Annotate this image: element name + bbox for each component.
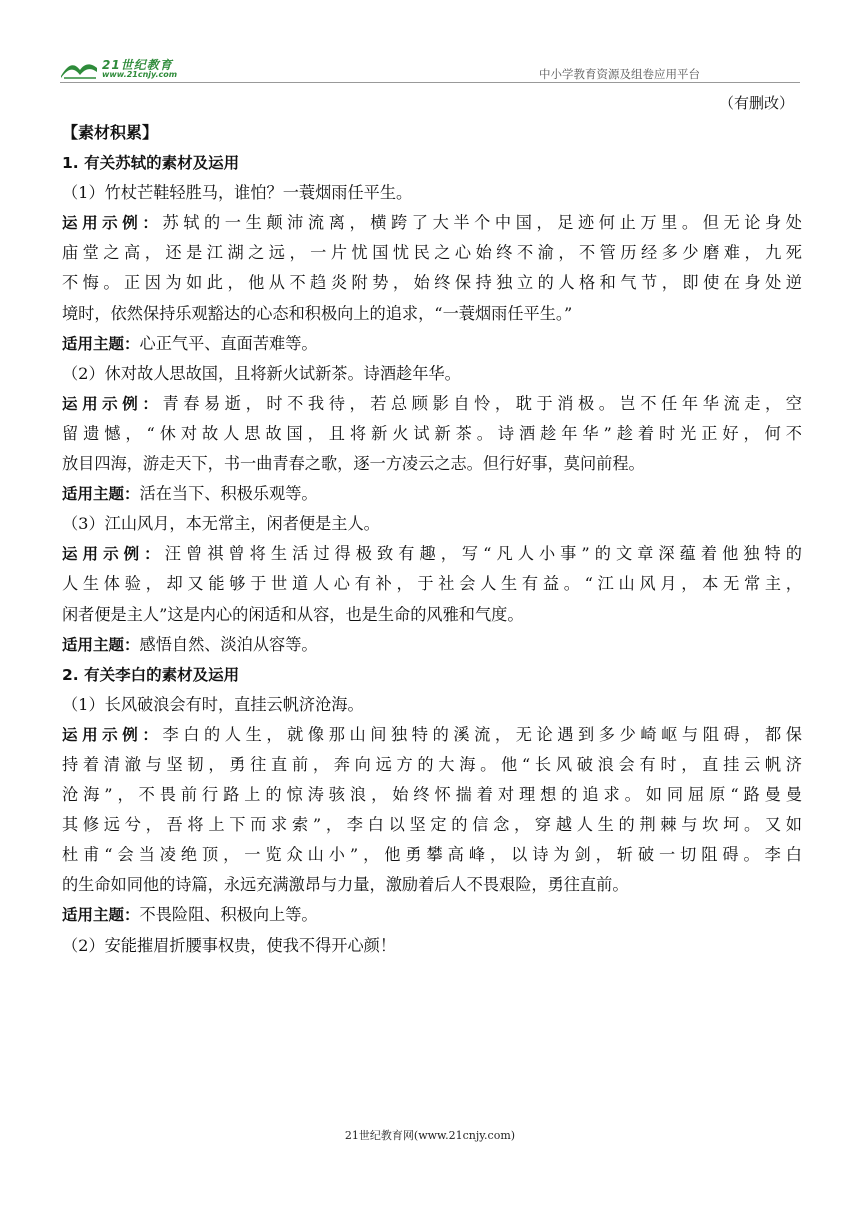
document-body: [62, 118, 802, 961]
example-text: 青春易逝，时不我待，若总顾影自怜，耽于消极。岂不任年华流走，空: [162, 393, 802, 413]
logo: [60, 56, 220, 82]
quote-line: （2）休对故人思故国，且将新火试新茶。诗酒趁年华。: [62, 363, 461, 383]
theme-text: 不畏险阻、积极向上等。: [139, 905, 318, 925]
example-label: 运用示例：: [62, 725, 163, 744]
logo-title: 21世纪教育: [102, 58, 173, 72]
page-footer: 21世纪教育网(www.21cnjy.com): [344, 1129, 516, 1142]
example-line: 人生体验，却又能够于世道人心有补，于社会人生有益。“江山风月，本无常主，: [62, 574, 802, 594]
example-line: 杜甫“会当凌绝顶，一览众山小”，他勇攀高峰，以诗为剑，斩破一切阻碍。李白: [62, 845, 802, 865]
theme-line: [62, 630, 802, 660]
example-label: 运用示例：: [62, 394, 163, 413]
theme-label: 适用主题：: [62, 485, 140, 504]
theme-label: 适用主题：: [62, 635, 140, 654]
group-heading: 1. 有关苏轼的素材及运用: [62, 154, 240, 173]
logo-url: www.21cnjy.com: [102, 70, 178, 79]
example-line: 的生命如同他的诗篇，永远充满激昂与力量，激励着后人不畏艰险，勇往直前。: [62, 875, 629, 895]
theme-line: [62, 479, 802, 509]
example-label: 运用示例：: [62, 214, 163, 233]
example-line: [62, 389, 802, 419]
revision-note: （有删改）: [718, 94, 794, 112]
quote-line: （1）长风破浪会有时，直挂云帆济沧海。: [62, 694, 364, 714]
theme-text: 感悟自然、淡泊从容等。: [139, 634, 318, 654]
example-line: 境时，依然保持乐观豁达的心态和积极向上的追求，“一蓑烟雨任平生。”: [62, 303, 573, 323]
header-divider: [60, 82, 800, 83]
group-heading: 2. 有关李白的素材及运用: [62, 665, 240, 684]
example-line: 持着清澈与坚韧，勇往直前，奔向远方的大海。他“长风破浪会有时，直挂云帆济: [62, 754, 802, 774]
quote-line: （3）江山风月，本无常主，闲者便是主人。: [62, 514, 380, 534]
theme-line: [62, 900, 802, 930]
theme-line: [62, 329, 802, 359]
example-text: 汪曾祺曾将生活过得极致有趣，写“凡人小事”的文章深蕴着他独特的: [164, 544, 802, 564]
example-line: 留遗憾，“休对故人思故国，且将新火试新茶。诗酒趁年华”趁着时光正好，何不: [62, 423, 802, 443]
example-label: 运用示例：: [62, 545, 165, 564]
logo-mountain-icon: [60, 56, 98, 80]
theme-label: 适用主题：: [62, 334, 140, 353]
example-line: [62, 208, 802, 238]
section-title: 【素材积累】: [62, 123, 159, 142]
theme-text: 活在当下、积极乐观等。: [139, 484, 318, 504]
quote-line: （2）安能摧眉折腰事权贵，使我不得开心颜！: [62, 935, 397, 955]
example-line: [62, 720, 802, 750]
example-text: 苏轼的一生颠沛流离，横跨了大半个中国，足迹何止万里。但无论身处: [162, 213, 802, 233]
example-line: 不悔。正因为如此，他从不趋炎附势，始终保持独立的人格和气节，即使在身处逆: [62, 273, 802, 293]
platform-name: 中小学教育资源及组卷应用平台: [539, 67, 700, 81]
theme-label: 适用主题：: [62, 906, 140, 925]
example-line: 放目四海，游走天下，书一曲青春之歌，逐一方凌云之志。但行好事，莫问前程。: [62, 454, 645, 474]
example-text: 李白的人生，就像那山间独特的溪流，无论遇到多少崎岖与阻碍，都保: [162, 724, 802, 744]
example-line: 沧海”，不畏前行路上的惊涛骇浪，始终怀揣着对理想的追求。如同屈原“路曼曼: [62, 785, 802, 805]
page-header: [0, 0, 860, 90]
example-line: 其修远兮，吾将上下而求索”，李白以坚定的信念，穿越人生的荆棘与坎坷。又如: [62, 815, 802, 835]
theme-text: 心正气平、直面苦难等。: [139, 333, 318, 353]
example-line: [62, 539, 802, 569]
example-line: 闲者便是主人”这是内心的闲适和从容，也是生命的风雅和气度。: [62, 604, 524, 624]
quote-line: （1）竹杖芒鞋轻胜马，谁怕？一蓑烟雨任平生。: [62, 183, 413, 203]
example-line: 庙堂之高，还是江湖之远，一片忧国忧民之心始终不渝，不管历经多少磨难，九死: [62, 243, 802, 263]
